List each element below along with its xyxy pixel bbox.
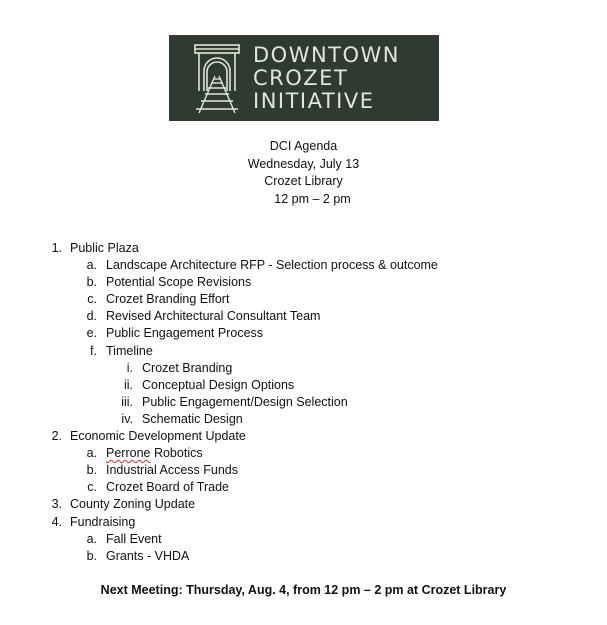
agenda-item-text: Landscape Architecture RFP - Selection process & outcome — [106, 258, 438, 273]
tunnel-railroad-icon — [191, 43, 243, 115]
meeting-time[interactable]: 12 pm – 2 pm — [274, 191, 351, 206]
agenda-item-number: d. — [86, 309, 97, 324]
agenda-item-number: a. — [86, 531, 97, 546]
agenda-item-number: 3. — [51, 497, 62, 512]
agenda-item-number: b. — [86, 463, 97, 478]
agenda-item-number: i. — [126, 360, 133, 375]
agenda-item-text: Perrone Robotics — [106, 446, 203, 461]
agenda-item-text: Grants - VHDA — [106, 548, 190, 563]
agenda-item-text: Industrial Access Funds — [106, 463, 239, 478]
agenda-item-text: Crozet Branding Effort — [106, 292, 230, 307]
agenda-item-text: Timeline — [106, 343, 153, 358]
agenda-item-number: 2. — [51, 429, 62, 444]
agenda-item-text: County Zoning Update — [70, 497, 196, 512]
agenda-item-number: b. — [86, 548, 97, 563]
agenda-item-number: 1. — [51, 241, 62, 255]
agenda-item-number: iii. — [121, 394, 133, 409]
agenda-item-text: Revised Architectural Consultant Team — [106, 309, 321, 324]
agenda-item-text: Public Engagement Process — [106, 326, 264, 341]
agenda-item-number: b. — [86, 275, 97, 290]
agenda-item-number: c. — [87, 480, 97, 495]
agenda-item-number: a. — [86, 258, 97, 273]
agenda-title: DCI Agenda — [269, 139, 338, 153]
spellcheck-flagged-word[interactable]: Perrone — [106, 446, 151, 461]
agenda-item-number: 4. — [51, 514, 62, 529]
agenda-item-number: c. — [87, 292, 97, 307]
agenda-item-text: Schematic Design — [142, 411, 243, 426]
agenda-item-text: Crozet Board of Trade — [106, 480, 229, 495]
agenda-header — [0, 138, 607, 208]
next-meeting-note: Next Meeting: Thursday, Aug. 4, from 12 pm – 2 pm at Crozet Library — [100, 583, 507, 597]
agenda-item-text: Fundraising — [70, 514, 136, 529]
agenda-item-text: Economic Development Update — [70, 429, 246, 444]
logo-line-downtown: DOWNTOWN — [253, 43, 401, 67]
logo-wordmark — [253, 44, 400, 113]
logo-line-crozet: CROZET — [253, 66, 349, 90]
agenda-item-number: iv. — [121, 411, 133, 426]
agenda-item-number: ii. — [123, 377, 133, 392]
agenda-item-text: Public Plaza — [70, 241, 139, 255]
agenda-item-text: Conceptual Design Options — [142, 377, 295, 392]
agenda-item-text: Public Engagement/Design Selection — [142, 394, 348, 409]
agenda-item-number: f. — [90, 343, 97, 358]
agenda-item-text: Fall Event — [106, 531, 162, 546]
meeting-date: Wednesday, July 13 — [247, 156, 360, 171]
agenda-item-text: Crozet Branding — [142, 360, 233, 375]
dci-logo — [169, 35, 439, 121]
meeting-location: Crozet Library — [264, 174, 343, 188]
logo-line-initiative: INITIATIVE — [253, 89, 375, 113]
agenda-item-number: a. — [86, 446, 97, 461]
agenda-item-text: Potential Scope Revisions — [106, 275, 252, 290]
agenda-item-number: e. — [86, 326, 97, 341]
